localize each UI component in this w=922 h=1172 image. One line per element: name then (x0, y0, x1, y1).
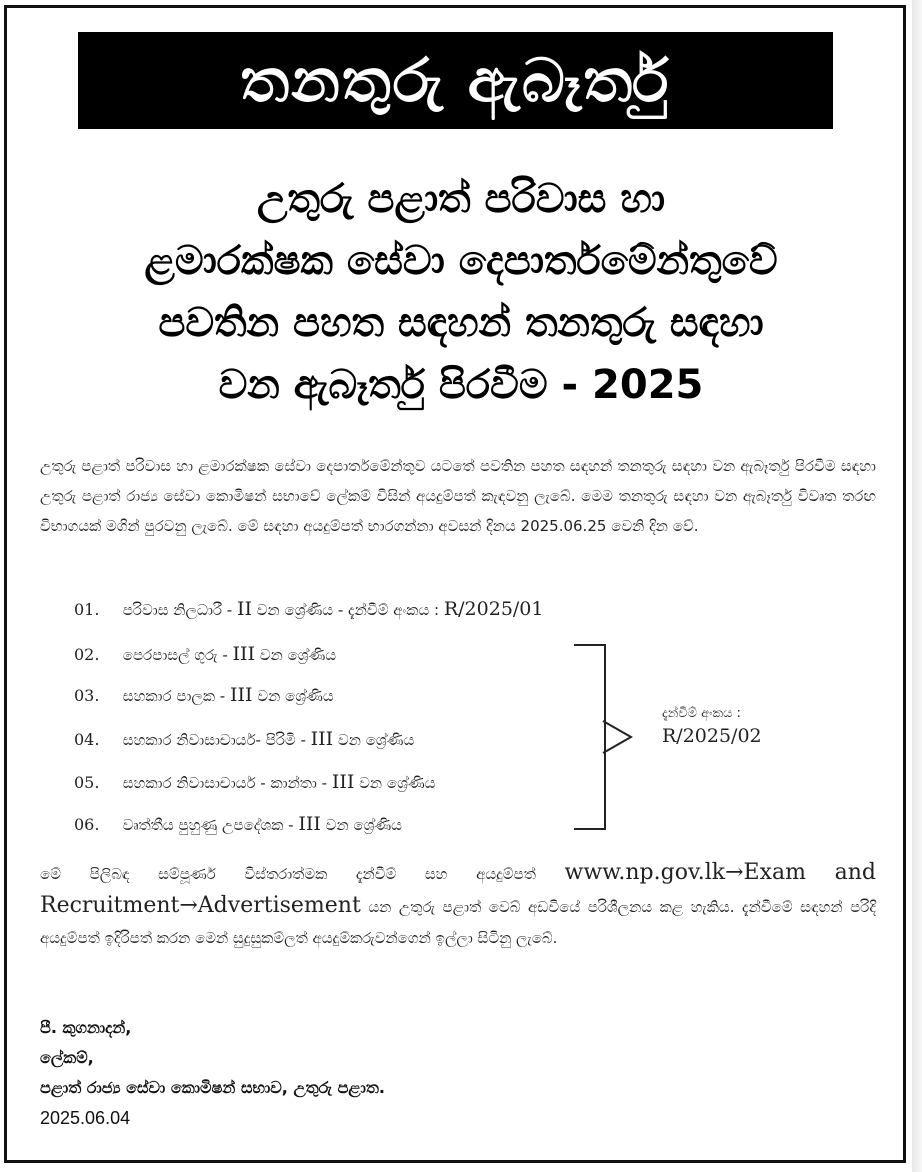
page-edge-shadow (912, 0, 922, 1172)
position-item (74, 728, 414, 750)
details-text: මේ පිලිබඳ සම්පූර්ණ විස්තරාත්මක දැන්වීම් සහ අයදුම්පත් (40, 865, 536, 883)
position-grade: II (236, 598, 252, 620)
intro-paragraph: උතුරු පළාත් පරිවාස හා ළමාරක්ෂක සේවා දෙපාර්තමේන්තුව යටතේ පවතින පහත සඳහන් තනතුරු සඳහා වන ඇබෑර්තු පිරවීම සඳහා උතුරු පළාත් රාජ්‍ය සේවා කොමිෂන් සභාවේ ලේකම් විසින් අයදුම්පත් කැඳවනු ලැබේ. මෙම තනතුරු සඳහා වන ඇබෑර්තු විවෘත තරඟ විභාගයක් මගින් පුරවනු ලැබේ. මේ සඳහා අයදුම්පත් භාරගන්නා අවසන් දිනය 2025.06.25 වෙනි දින වේ. (40, 457, 876, 535)
headline (40, 168, 882, 416)
position-ref-label: - දැන්වීම් අංකය : (337, 601, 440, 619)
position-class: වන ශ්‍රේණිය (337, 731, 415, 749)
position-number: 06. (74, 815, 100, 834)
signatory-office: පළාත් රාජ්‍ය සේවා කොමිෂන් සභාව, උතුරු පළාත. (40, 1078, 385, 1097)
position-number: 02. (74, 645, 100, 664)
position-item (74, 598, 543, 620)
position-number: 04. (74, 730, 100, 749)
website-link-path[interactable]: and Recruitment→Advertisement (40, 860, 876, 918)
signature-date: 2025.06.04 (40, 1108, 131, 1128)
group-reference (662, 706, 762, 747)
position-name: වෘත්තීය පුහුණු උපදේශක - (122, 816, 294, 834)
position-class: වන ශ්‍රේණිය (259, 646, 337, 664)
details-paragraph (40, 857, 876, 954)
position-name: සහකාර පාලක - (122, 687, 226, 705)
position-grade: III (331, 771, 355, 793)
position-class: වන ශ්‍රේණිය (256, 601, 334, 619)
group-reference-label: දැන්වීම් අංකය : (662, 706, 741, 721)
signatory-title: ලේකම්, (40, 1048, 94, 1067)
position-item (74, 813, 402, 835)
position-item (74, 771, 435, 793)
position-number: 03. (74, 686, 100, 705)
position-grade: III (230, 684, 253, 706)
position-name: පෙරපාසල් ගුරු - (122, 646, 228, 664)
position-ref: R/2025/01 (443, 598, 544, 620)
details-text: යන උතුරු පළාත් වෙබ් අඩවියේ පරිශීලනය කළ හැකිය. දැන්වීමේ සඳහන් පරිදි අයදුම්පත් ඉදිරිපත් කරන මෙන් සුදුසුකම්ලත් අයදුම්කරුවන්ගෙන් ඉල්ලා සිටිනු ලැබේ. (40, 898, 876, 947)
signatory-name: පී. කුගනාදන්, (40, 1018, 132, 1037)
position-name: සහකාර නිවාසාචාර්ය- පිරිමි - (122, 731, 306, 749)
position-class: වන ශ්‍රේණිය (325, 816, 402, 834)
headline-line: වන ඇබෑර්තු පිරවීම - 2025 (218, 362, 704, 408)
chevron-right-icon (599, 717, 639, 757)
position-grade: III (298, 813, 321, 835)
headline-line: ළමාරක්ෂක සේවා දෙපාර්තමේන්තුවේ (144, 238, 778, 284)
position-number: 05. (74, 773, 100, 792)
headline-line: උතුරු පළාත් පරිවාස හා (256, 176, 666, 222)
position-grade: III (232, 643, 256, 665)
position-item (74, 684, 334, 706)
position-item (74, 643, 336, 665)
position-class: වන ශ්‍රේණිය (359, 774, 436, 792)
position-grade: III (310, 728, 334, 750)
group-reference-code: R/2025/02 (662, 725, 762, 747)
position-class: වන ශ්‍රේණිය (257, 687, 334, 705)
position-name: පරිවාස නිලධාරී - (122, 601, 233, 619)
position-name: සහකාර නිවාසාචාර්ය - කාන්තා - (122, 774, 328, 792)
position-number: 01. (74, 600, 100, 619)
website-link[interactable]: www.np.gov.lk→Exam (564, 860, 807, 885)
signature-block (40, 1013, 385, 1133)
banner-title: තනතුරු ඇබෑර්තු (78, 32, 833, 129)
headline-line: පවතින පහත සඳහන් තනතුරු සඳහා (158, 300, 764, 346)
